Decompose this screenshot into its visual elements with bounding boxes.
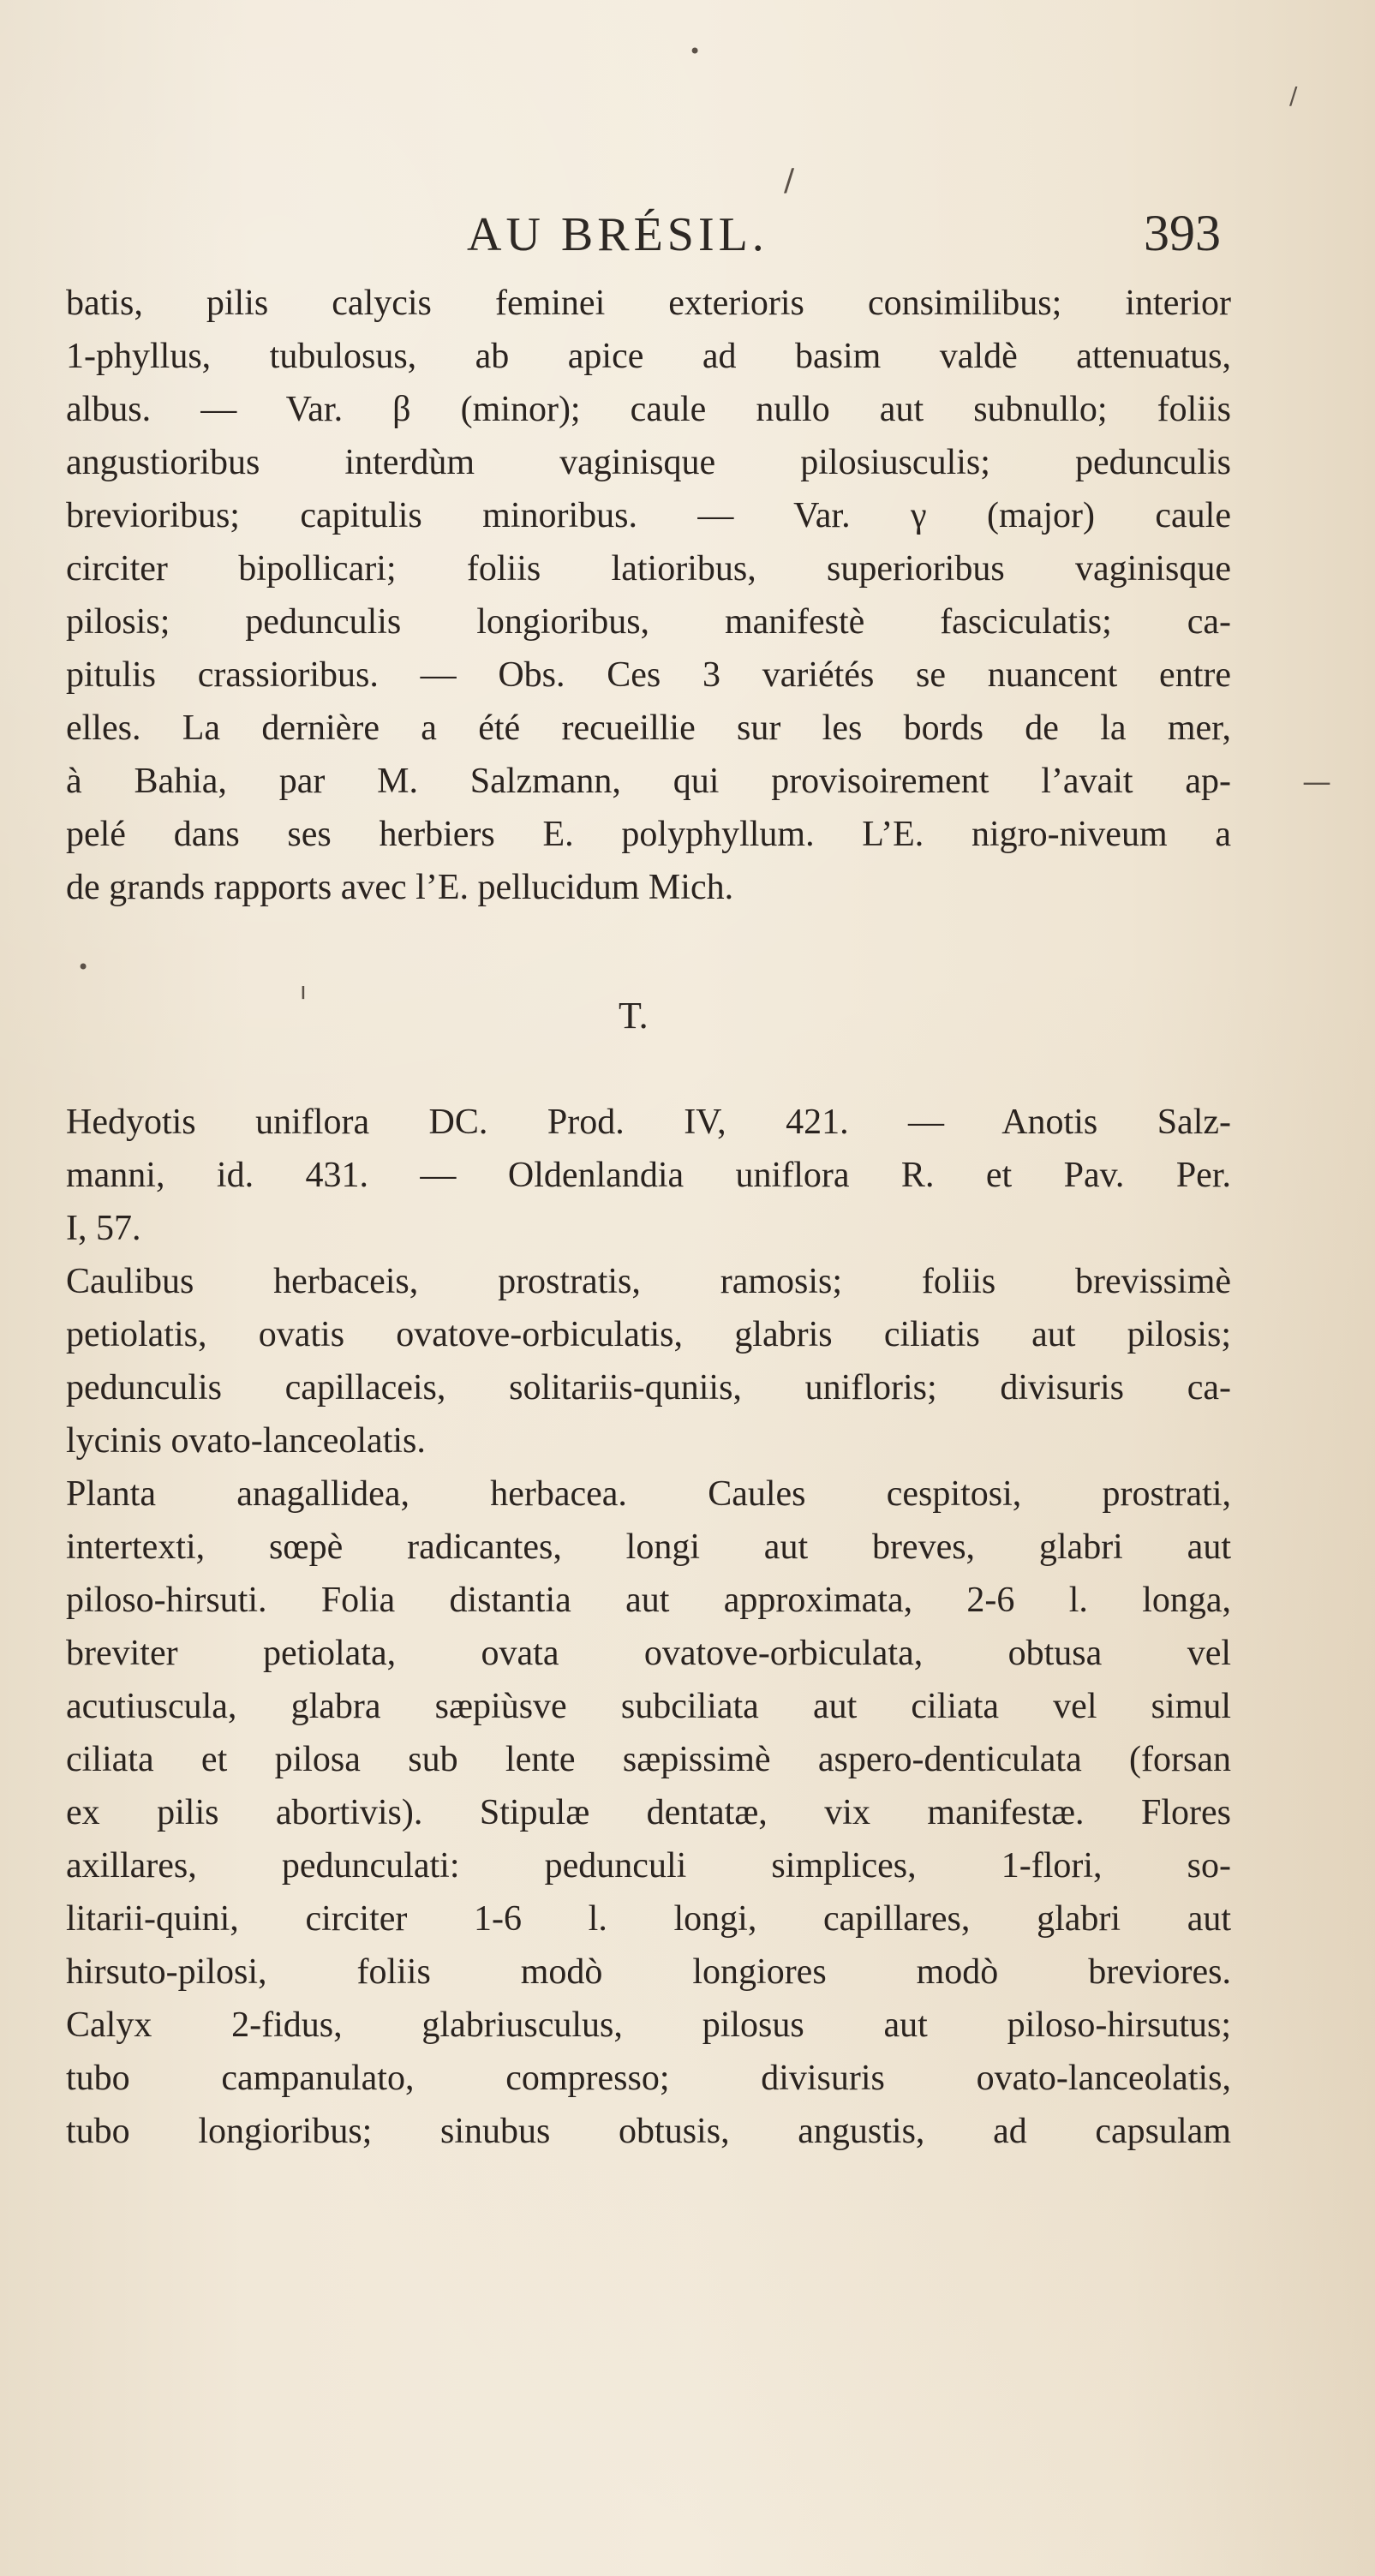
paragraph-line: circiter bipollicari; foliis latioribus, superioribus vaginisque bbox=[66, 549, 1231, 589]
paragraph-line: Hedyotis uniflora DC. Prod. IV, 421. — Anotis Salz- bbox=[66, 1103, 1231, 1142]
paragraph-line: litarii-quini, circiter 1-6 l. longi, capillares, glabri aut bbox=[66, 1899, 1231, 1939]
paragraph-line: lycinis ovato-lanceolatis. bbox=[66, 1421, 426, 1461]
paragraph-line: pitulis crassioribus. — Obs. Ces 3 variétés se nuancent entre bbox=[66, 655, 1231, 695]
paragraph-line: axillares, pedunculati: pedunculi simplices, 1-flori, so- bbox=[66, 1846, 1231, 1886]
paragraph-line: acutiuscula, glabra sæpiùsve subciliata aut ciliata vel simul bbox=[66, 1687, 1231, 1726]
paragraph-line: I, 57. bbox=[66, 1209, 141, 1248]
stray-mark: ı bbox=[300, 977, 307, 1005]
section-letter: T. bbox=[619, 995, 649, 1037]
paragraph-line: elles. La dernière a été recueillie sur les bords de la mer, bbox=[66, 708, 1231, 748]
paragraph-line: tubo longioribus; sinubus obtusis, angustis, ad capsulam bbox=[66, 2112, 1231, 2151]
stray-mark: / bbox=[1289, 81, 1298, 110]
paragraph-line: ciliata et pilosa sub lente sæpissimè aspero-denticulata (forsan bbox=[66, 1740, 1231, 1779]
paragraph-line: breviter petiolata, ovata ovatove-orbiculata, obtusa vel bbox=[66, 1634, 1231, 1673]
paragraph-line: brevioribus; capitulis minoribus. — Var. γ (major) caule bbox=[66, 496, 1231, 535]
paragraph-line: angustioribus interdùm vaginisque pilosiusculis; pedunculis bbox=[66, 443, 1231, 482]
paragraph-line: hirsuto-pilosi, foliis modò longiores modò breviores. bbox=[66, 1952, 1231, 1992]
paragraph-line: pedunculis capillaceis, solitariis-quniis, unifloris; divisuris ca- bbox=[66, 1368, 1231, 1408]
paragraph-line: à Bahia, par M. Salzmann, qui provisoirement l’avait ap- bbox=[66, 762, 1231, 801]
paragraph-line: intertexti, sœpè radicantes, longi aut breves, glabri aut bbox=[66, 1527, 1231, 1567]
paragraph-line: tubo campanulato, compresso; divisuris ovato-lanceolatis, bbox=[66, 2059, 1231, 2098]
stray-mark: • bbox=[77, 955, 90, 979]
paragraph-line: de grands rapports avec l’E. pellucidum Mich. bbox=[66, 868, 734, 907]
stray-mark: — bbox=[1302, 765, 1331, 799]
paragraph-line: Caulibus herbaceis, prostratis, ramosis; foliis brevissimè bbox=[66, 1262, 1231, 1301]
paragraph-line: manni, id. 431. — Oldenlandia uniflora R. et Pav. Per. bbox=[66, 1156, 1231, 1195]
paragraph-line: ex pilis abortivis). Stipulæ dentatæ, vix manifestæ. Flores bbox=[66, 1793, 1231, 1832]
paragraph-line: 1-phyllus, tubulosus, ab apice ad basim valdè attenuatus, bbox=[66, 337, 1231, 376]
stray-mark: • bbox=[689, 39, 702, 63]
paragraph-line: albus. — Var. β (minor); caule nullo aut subnullo; foliis bbox=[66, 390, 1231, 429]
paragraph-line: Planta anagallidea, herbacea. Caules cespitosi, prostrati, bbox=[66, 1474, 1231, 1514]
running-head bbox=[0, 197, 1375, 274]
paragraph-line: Calyx 2-fidus, glabriusculus, pilosus aut piloso-hirsutus; bbox=[66, 2005, 1231, 2045]
paragraph-line: batis, pilis calycis feminei exterioris consimilibus; interior bbox=[66, 284, 1231, 323]
paragraph-line: pelé dans ses herbiers E. polyphyllum. L’E. nigro-niveum a bbox=[66, 815, 1231, 854]
paragraph-line: pilosis; pedunculis longioribus, manifestè fasciculatis; ca- bbox=[66, 602, 1231, 642]
paragraph-line: piloso-hirsuti. Folia distantia aut approximata, 2-6 l. longa, bbox=[66, 1581, 1231, 1620]
page-title: AU BRÉSIL. bbox=[467, 208, 768, 261]
stray-mark: / bbox=[784, 163, 795, 198]
paragraph-line: petiolatis, ovatis ovatove-orbiculatis, glabris ciliatis aut pilosis; bbox=[66, 1315, 1231, 1354]
page-number: 393 bbox=[1144, 205, 1221, 261]
